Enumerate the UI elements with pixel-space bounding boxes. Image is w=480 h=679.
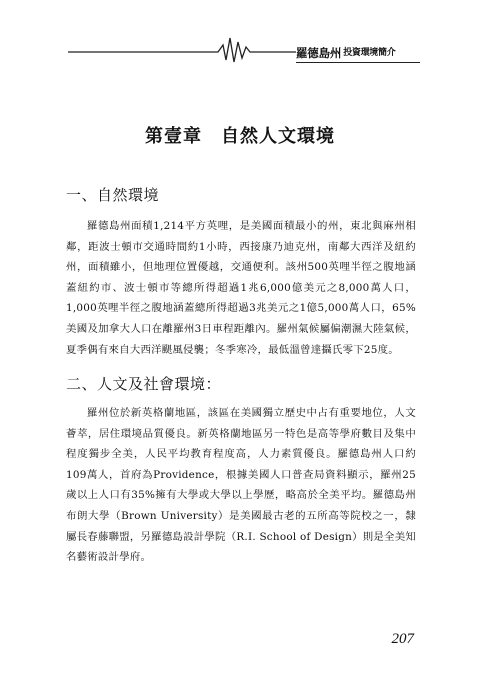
header-title [296,40,420,63]
section-paragraph-society: 羅州位於新英格蘭地區，該區在美國獨立歷史中占有重要地位，人文薈萃，居住環境品質優良。新英格蘭地區另一特色是高等學府數目及集中程度獨步全美，人民平均教育程度高，人力素質優良。羅德島州人口約109萬人，首府為Providence，根據美國人口普查局資料顯示，羅州25歲以上人口有35%擁有大學或大學以上學歷，略高於全美平均。羅德島州布朗大學（Brown University）是美國最古老的五所高等院校之一，隸屬長春藤聯盟，另羅德島設計學院（R.I. School of Design）則是全美知名藝術設計學府。 [66,407,416,564]
running-header [0,0,480,70]
section-paragraph-nature: 羅德島州面積1,214平方英哩，是美國面積最小的州，東北與麻州相鄰，距波士頓市交通時間約1小時，西接康乃迪克州，南鄰大西洋及紐約州，面積雖小，但地理位置優越，交通便利。該州500英哩半徑之腹地涵蓋紐約市、波士頓市等總所得超過1兆6,000億美元之8,000萬人口，1,000英哩半徑之腹地涵蓋總所得超過3兆美元之1億5,000萬人口，65%美國及加拿大人口在離羅州3日車程距離內。羅州氣候屬偏潮濕大陸氣候，夏季偶有來自大西洋颶風侵襲；冬季寒冷，最低溫曾達攝氏零下25度。 [66,220,416,356]
header-title-main: 羅德島州 [296,46,342,60]
section-heading-nature: 一、自然環境 [66,186,160,204]
page-number: 207 [391,631,414,647]
chapter-title: 第壹章 自然人文環境 [145,126,335,147]
header-title-sub: 投資環境簡介 [343,48,396,58]
section-heading-society: 二、人文及社會環境： [66,375,222,393]
